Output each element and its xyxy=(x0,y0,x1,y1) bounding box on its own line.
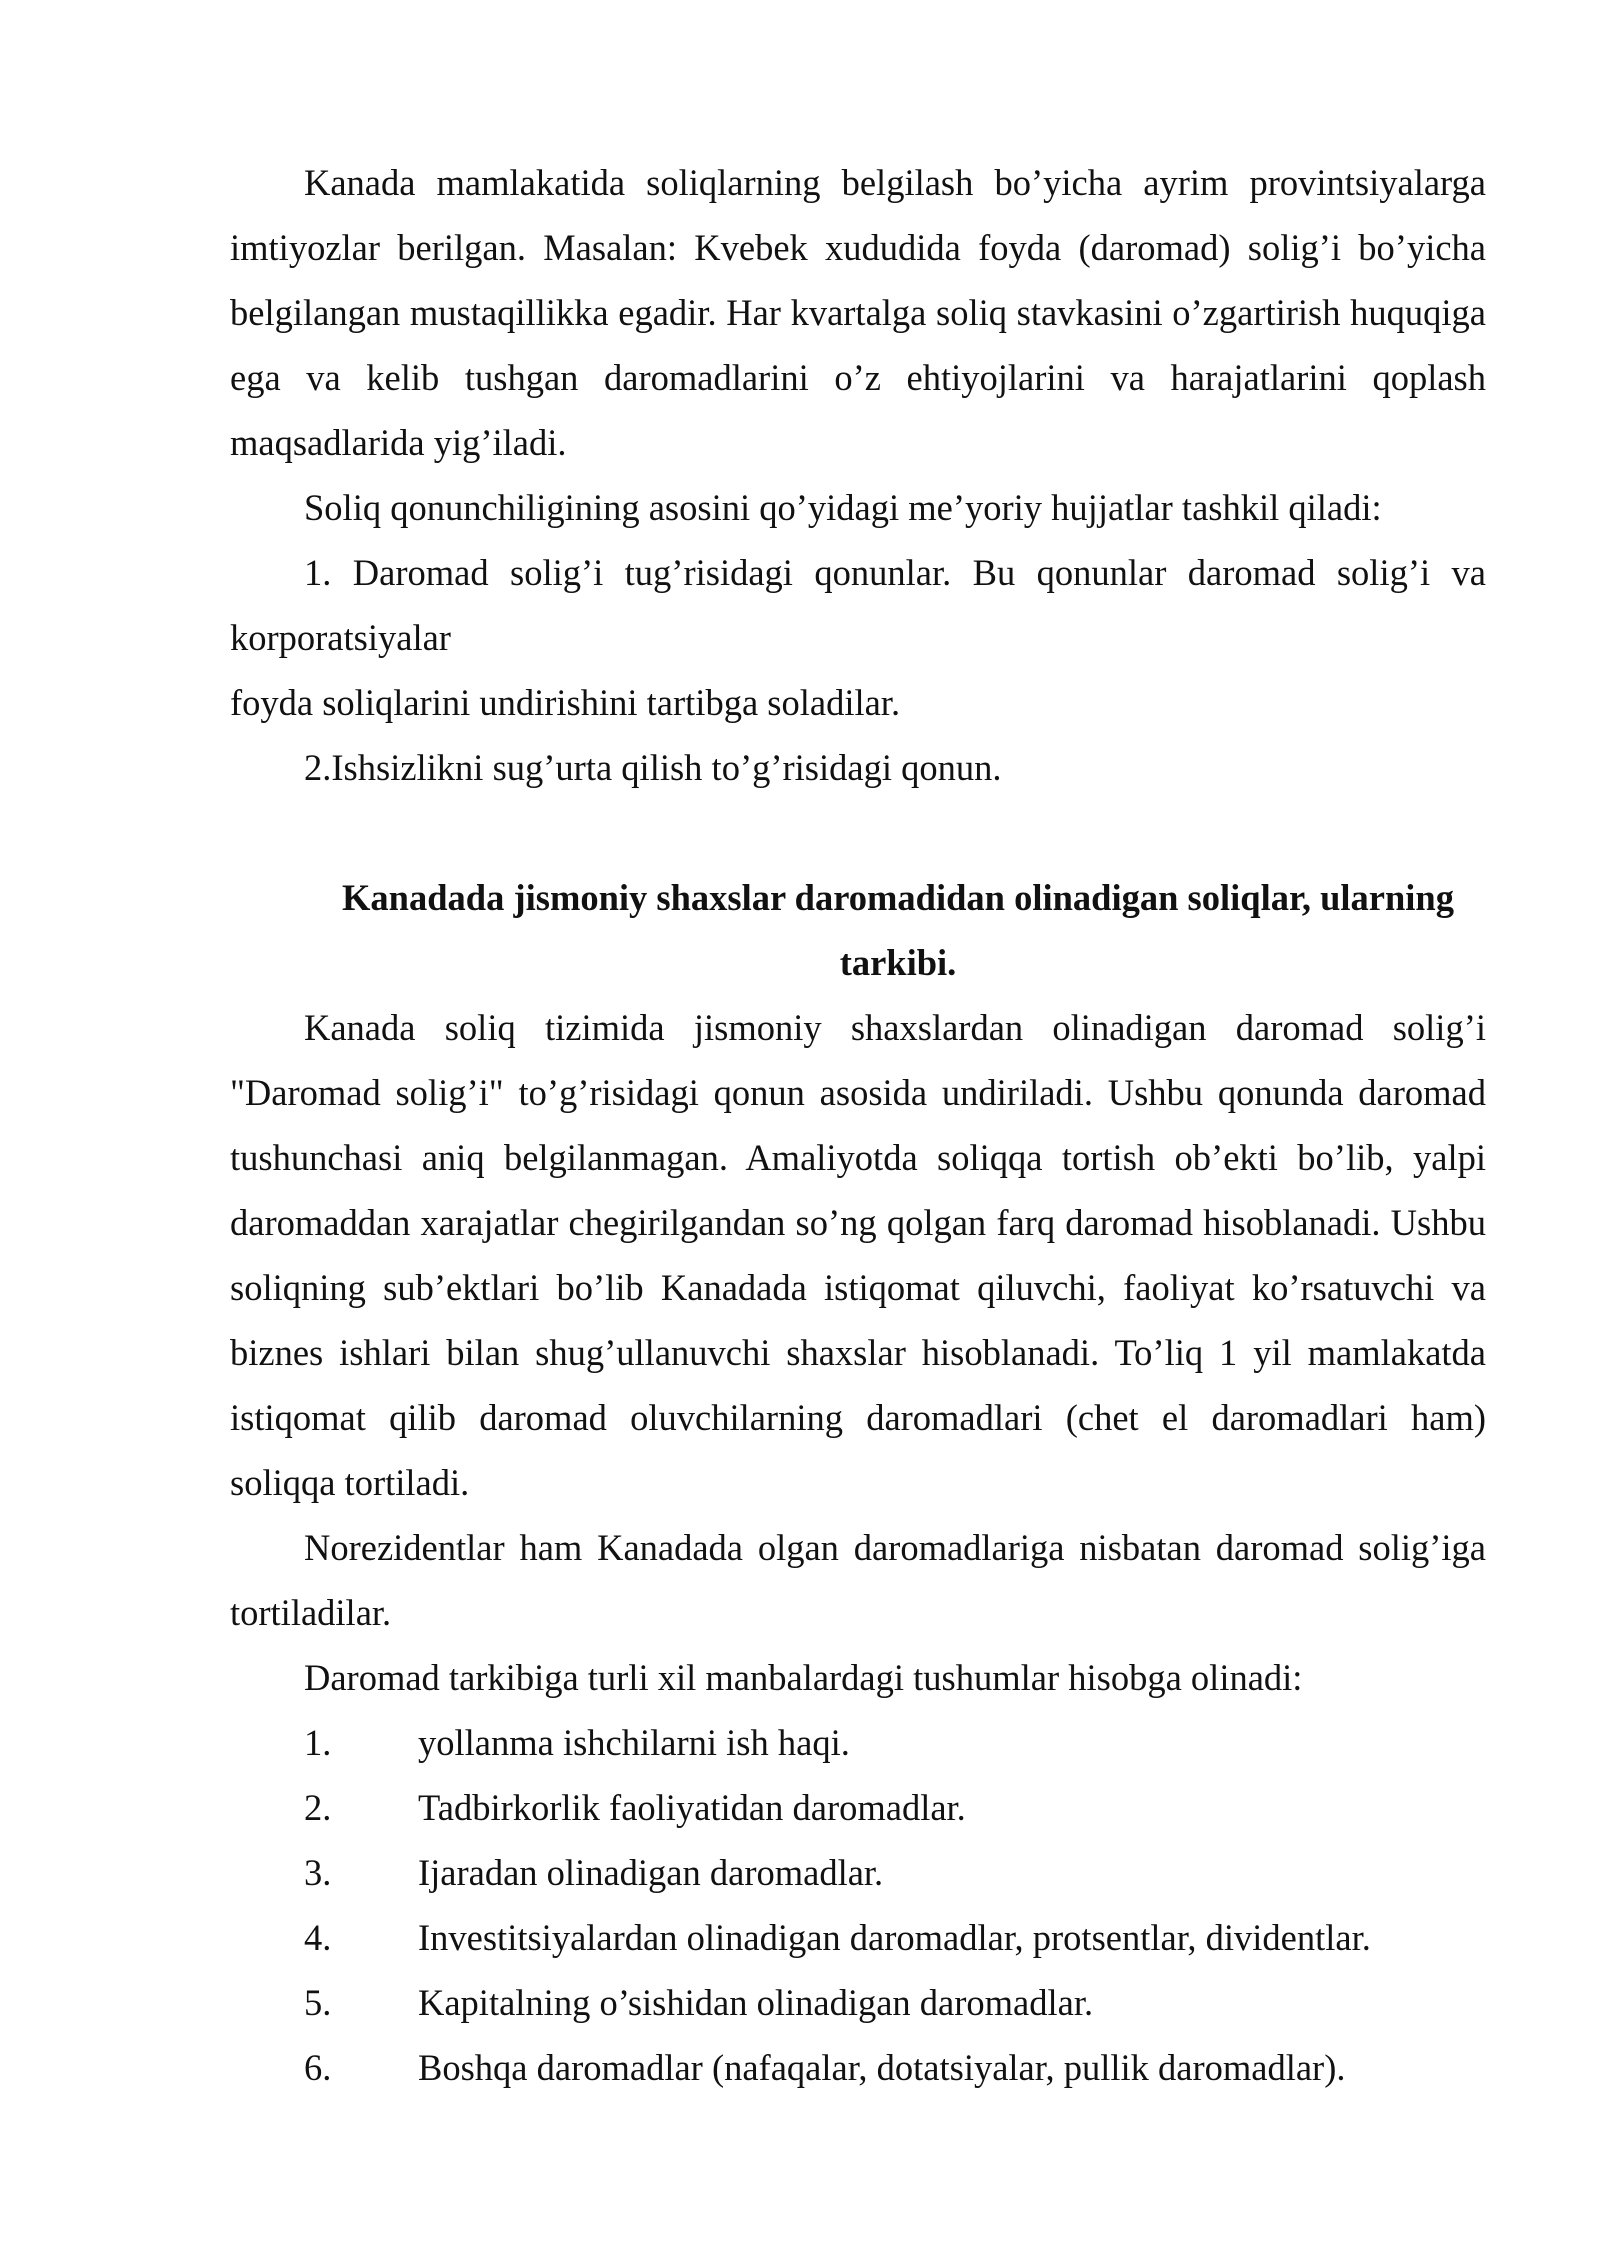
section-heading: Kanadada jismoniy shaxslar daromadidan olinadigan soliqlar, ularning tarkibi. xyxy=(342,877,1454,983)
paragraph-law-2: 2.Ishsizlikni sug’urta qilish to’g’risidagi qonun. xyxy=(304,747,1002,788)
list-item-number: 4. xyxy=(304,1917,332,1958)
list-item xyxy=(230,1970,1486,2035)
list-item-number: 6. xyxy=(304,2047,332,2088)
paragraph-law-1: 1. Daromad solig’i tug’risidagi qonunlar. Bu qonunlar daromad solig’i va korporatsiyalar xyxy=(230,552,1486,658)
list-item xyxy=(230,1905,1486,1970)
list-item xyxy=(230,2035,1486,2100)
list-item-text: Tadbirkorlik faoliyatidan daromadlar. xyxy=(418,1787,966,1828)
paragraph-income-composition: Daromad tarkibiga turli xil manbalardagi tushumlar hisobga olinadi: xyxy=(304,1657,1303,1698)
list-item-number: 3. xyxy=(304,1852,332,1893)
list-item-number: 5. xyxy=(304,1982,332,2023)
paragraph-legal-basis: Soliq qonunchiligining asosini qo’yidagi me’yoriy hujjatlar tashkil qiladi: xyxy=(304,487,1382,528)
document-page xyxy=(230,150,1486,2100)
paragraph-provinces: Kanada mamlakatida soliqlarning belgilash bo’yicha ayrim provintsiyalarga imtiyozlar berilgan. Masalan: Kvebek xududida foyda (daromad) solig’i bo’yicha belgilangan mustaqillikka egadir. Har kvartalga soliq stavkasini o’zgartirish huquqiga ega va kelib tushgan daromadlarini o’z ehtiyojlarini va harajatlarini qoplash maqsadlarida yig’iladi. xyxy=(230,162,1486,463)
income-sources-list xyxy=(230,1710,1486,2100)
paragraph-income-tax: Kanada soliq tizimida jismoniy shaxslardan olinadigan daromad solig’i "Daromad solig’i" to’g’risidagi qonun asosida undiriladi. Ushbu qonunda daromad tushunchasi aniq belgilanmagan. Amaliyotda soliqqa tortish ob’ekti bo’lib, yalpi daromaddan xarajatlar chegirilgandan so’ng qolgan farq daromad hisoblanadi. Ushbu soliqning sub’ektlari bo’lib Kanadada istiqomat qiluvchi, faoliyat ko’rsatuvchi va biznes ishlari bilan shug’ullanuvchi shaxslar hisoblanadi. To’liq 1 yil mamlakatda istiqomat qilib daromad oluvchilarning daromadlari (chet el daromadlari ham) soliqqa tortiladi. xyxy=(230,1007,1486,1503)
paragraph-nonresidents: Norezidentlar ham Kanadada olgan daromadlariga nisbatan daromad solig’iga tortiladilar. xyxy=(230,1527,1486,1633)
paragraph-law-1-cont: foyda soliqlarini undirishini tartibga soladilar. xyxy=(230,682,901,723)
list-item-text: Investitsiyalardan olinadigan daromadlar, protsentlar, dividentlar. xyxy=(418,1917,1371,1958)
list-item-text: Kapitalning o’sishidan olinadigan daromadlar. xyxy=(418,1982,1094,2023)
list-item-text: Boshqa daromadlar (nafaqalar, dotatsiyalar, pullik daromadlar). xyxy=(418,2047,1346,2088)
list-item-text: Ijaradan olinadigan daromadlar. xyxy=(418,1852,884,1893)
list-item xyxy=(230,1710,1486,1775)
list-item xyxy=(230,1775,1486,1840)
list-item-number: 1. xyxy=(304,1722,332,1763)
list-item xyxy=(230,1840,1486,1905)
list-item-text: yollanma ishchilarni ish haqi. xyxy=(418,1722,850,1763)
list-item-number: 2. xyxy=(304,1787,332,1828)
